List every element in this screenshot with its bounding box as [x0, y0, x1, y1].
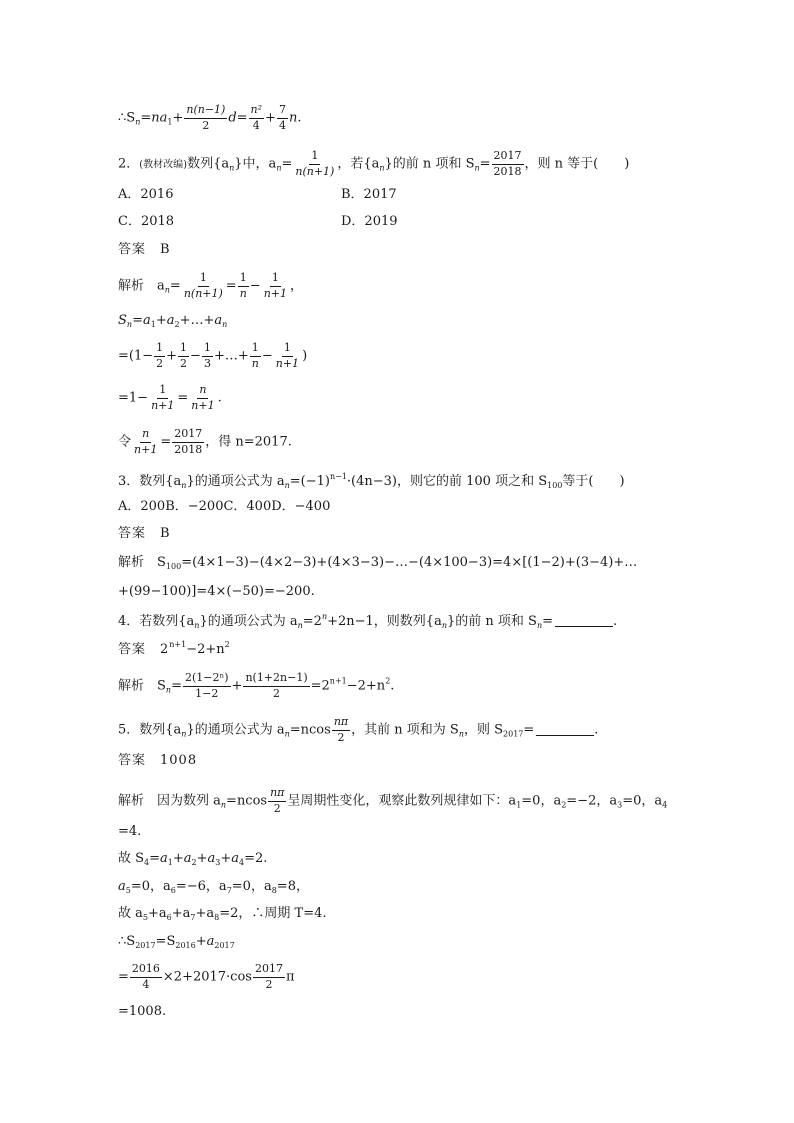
- fraction: $\frac{1}{n(n+1)}$: [295, 149, 335, 178]
- question-3: 3．数列$\{a_n\}$的通项公式为 $a_n=(-1)^{n-1}\cdot(4n-3)$，则它的前 100 项之和 $S_{100}$等于( ): [118, 472, 625, 490]
- fraction: $\frac{\text{n²}}{4}$: [250, 103, 263, 132]
- solution-5-line-7: = $\frac{2016}{4}$ ×2+2017·cos $\frac{2017}{2}$ π: [118, 962, 295, 991]
- solution-5-line-3: 故 $S_4=a_1+a_2+a_3+a_4=2$.: [118, 851, 268, 867]
- solution-5-line-8: =1008.: [118, 1004, 167, 1019]
- answer-2: 答案 B: [118, 242, 171, 257]
- formula-sum-result: $\therefore S_n=na_1+$ $\frac{n(n-1)}{2}$ d= $\frac{\text{n²}}{4}$ + $\frac{7}{4}$ n.: [118, 103, 302, 132]
- option-a: A．2016: [118, 187, 174, 202]
- solution-3-line-2: +(99−100)]=4×(−50)=−200.: [118, 584, 315, 599]
- answer-blank: [555, 626, 613, 627]
- solution-4: 解析 $S_n=$ $\frac{\text{2(1−2ⁿ)}}{1-2}$ + $\frac{n(1+2n-1)}{2}$ $=2^{n+1}-2+n^2$.: [118, 671, 395, 700]
- solution-5-line-4: $a_5=0$，$a_6=-6$，$a_7=0$，$a_8=8$，: [118, 879, 309, 895]
- fraction: $\frac{2017}{2018}$: [493, 149, 522, 178]
- solution-2-line-1: 解析 $a_n=$ $\frac{1}{n(n+1)}$ = $\frac{1}{n}$ − $\frac{1}{n+1}$ ，: [118, 271, 304, 300]
- solution-5-line-5: 故 $a_5+a_6+a_7+a_8=2$，∴周期 T=4.: [118, 906, 327, 922]
- options-3: A．200B．−200C．400D．−400: [118, 499, 331, 514]
- question-4: 4．若数列$\{a_n\}$的通项公式为 $a_n=2^n+2n-1$，则数列$\{a_n\}$的前 n 项和 $S_n=$ .: [118, 612, 618, 630]
- solution-5-line-2: =4.: [118, 824, 142, 839]
- answer-3: 答案 B: [118, 526, 171, 541]
- fraction: $\frac{7}{4}$: [278, 103, 286, 132]
- solution-3-line-1: 解析 $S_{100}=(4\times 1-3)-(4\times 2-3)+(4\times 3-3)-\dots-(4\times 100-3)=4\times[(1-2)+(3-4)+\dots$: [118, 555, 638, 571]
- solution-2-line-4: =1− $\frac{1}{n+1}$ = $\frac{n}{n+1}$ .: [118, 383, 222, 412]
- answer-5: 答案 1008: [118, 753, 198, 768]
- solution-2-line-2: $S_n=a_1+a_2+\dots+a_n$: [118, 313, 228, 329]
- answer-blank: [536, 735, 594, 736]
- solution-5-line-1: 解析 因为数列 $a_n=ncos$ $\frac{n\pi}{2}$ 呈周期性变化，观察此数列规律如下：$a_1=0$，$a_2=-2$，$a_3=0$，$a_4$: [118, 786, 668, 815]
- solution-5-line-6: $\therefore S_{2017}=S_{2016}+a_{2017}$: [118, 934, 235, 950]
- option-d: D．2019: [341, 214, 398, 229]
- solution-2-line-5: 令 $\frac{n}{n+1}$ = $\frac{2017}{2018}$ ，得 n=2017.: [118, 427, 292, 456]
- option-c: C．2018: [118, 214, 175, 229]
- question-2: 2．(教材改编)数列$\{a_n\}$中，$a_n=$ $\frac{1}{n(n+1)}$ ，若$\{a_n\}$的前 n 项和 $S_n=$ $\frac{2017}{2018}$ ，则 n 等于( ): [118, 149, 630, 178]
- solution-2-line-3: =(1− $\frac{1}{2}$ + $\frac{1}{2}$ − $\frac{1}{3}$ +…+ $\frac{1}{n}$ − $\frac{1}{n+1}$ ): [118, 341, 308, 370]
- question-5: 5．数列$\{a_n\}$的通项公式为 $a_n=ncos$ $\frac{n\pi}{2}$ ，其前 n 项和为 $S_n$，则 $S_{2017}=$ .: [118, 715, 599, 744]
- fraction: $\frac{n(n-1)}{2}$: [186, 103, 226, 132]
- option-b: B．2017: [341, 187, 397, 202]
- answer-4: 答案 $2^{n+1}-2+n^2$: [118, 640, 230, 657]
